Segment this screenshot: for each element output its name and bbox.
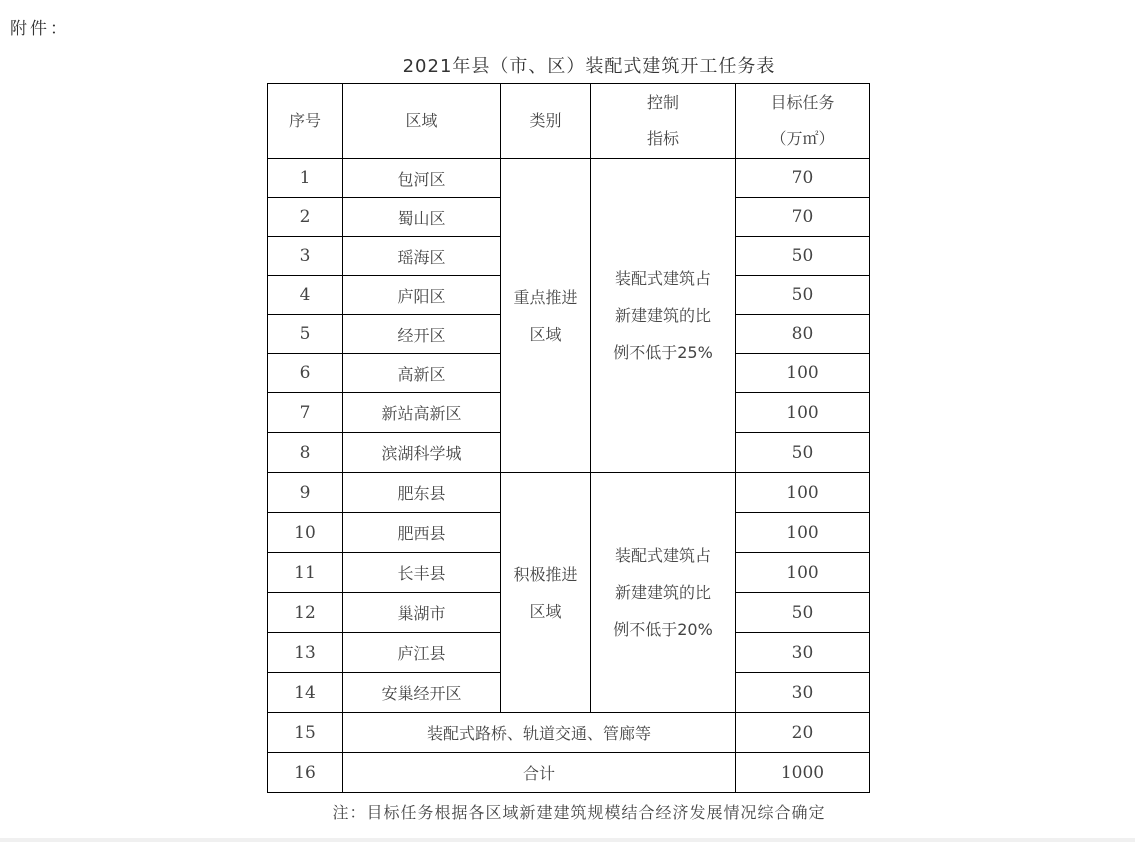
cell-seq: 12 <box>268 593 343 633</box>
cell-region: 巢湖市 <box>343 593 501 633</box>
cell-total-label: 合计 <box>343 753 736 793</box>
header-region: 区域 <box>343 84 501 159</box>
cell-seq: 15 <box>268 713 343 753</box>
control-line1: 装配式建筑占 <box>614 546 711 565</box>
page-bottom-divider <box>0 838 1135 842</box>
table-row <box>268 159 870 198</box>
cell-target: 100 <box>736 473 870 513</box>
cell-target: 50 <box>736 276 870 315</box>
cell-target: 100 <box>736 553 870 593</box>
control-line3: 例不低于25% <box>613 343 713 362</box>
cell-target: 100 <box>736 393 870 433</box>
task-table <box>267 83 870 793</box>
category-line2: 区域 <box>529 324 562 344</box>
cell-category-active <box>501 473 591 713</box>
cell-target: 50 <box>736 433 870 473</box>
cell-seq: 16 <box>268 753 343 793</box>
cell-region: 装配式路桥、轨道交通、管廊等 <box>343 713 736 753</box>
table-row-total <box>268 753 870 793</box>
cell-target: 70 <box>736 159 870 198</box>
cell-control-key <box>591 159 736 473</box>
header-seq: 序号 <box>268 84 343 159</box>
cell-region: 包河区 <box>343 159 501 198</box>
cell-seq: 5 <box>268 315 343 354</box>
header-category: 类别 <box>501 84 591 159</box>
cell-target: 30 <box>736 633 870 673</box>
cell-control-active <box>591 473 736 713</box>
header-control-line2: 指标 <box>646 129 679 148</box>
table-title: 2021年县（市、区）装配式建筑开工任务表 <box>402 56 776 77</box>
cell-seq: 10 <box>268 513 343 553</box>
cell-region: 经开区 <box>343 315 501 354</box>
header-target-line1: 目标任务 <box>770 93 835 112</box>
attachment-label: 附件： <box>10 19 70 39</box>
cell-target: 80 <box>736 315 870 354</box>
cell-region: 肥东县 <box>343 473 501 513</box>
cell-seq: 8 <box>268 433 343 473</box>
header-row <box>268 84 870 159</box>
cell-seq: 14 <box>268 673 343 713</box>
cell-total-value: 1000 <box>736 753 870 793</box>
category-line1: 重点推进 <box>513 287 578 307</box>
cell-region: 庐阳区 <box>343 276 501 315</box>
control-line2: 新建建筑的比 <box>614 306 711 325</box>
cell-region: 高新区 <box>343 354 501 393</box>
control-line3: 例不低于20% <box>613 620 713 639</box>
control-line1: 装配式建筑占 <box>614 269 711 288</box>
category-line1: 积极推进 <box>513 564 578 584</box>
cell-region: 肥西县 <box>343 513 501 553</box>
cell-target: 70 <box>736 198 870 237</box>
cell-region: 庐江县 <box>343 633 501 673</box>
cell-seq: 13 <box>268 633 343 673</box>
table-row <box>268 473 870 513</box>
cell-target: 50 <box>736 593 870 633</box>
header-target-line2: （万㎡） <box>770 129 835 148</box>
cell-category-key <box>501 159 591 473</box>
header-control <box>591 84 736 159</box>
cell-region: 新站高新区 <box>343 393 501 433</box>
header-target <box>736 84 870 159</box>
cell-target: 20 <box>736 713 870 753</box>
header-control-line1: 控制 <box>646 93 679 112</box>
cell-seq: 1 <box>268 159 343 198</box>
cell-seq: 2 <box>268 198 343 237</box>
table-row-infrastructure <box>268 713 870 753</box>
cell-seq: 11 <box>268 553 343 593</box>
cell-region: 长丰县 <box>343 553 501 593</box>
cell-seq: 6 <box>268 354 343 393</box>
cell-seq: 4 <box>268 276 343 315</box>
cell-seq: 9 <box>268 473 343 513</box>
table-note: 注：目标任务根据各区域新建建筑规模结合经济发展情况综合确定 <box>332 803 826 822</box>
cell-target: 100 <box>736 354 870 393</box>
cell-target: 50 <box>736 237 870 276</box>
cell-region: 滨湖科学城 <box>343 433 501 473</box>
cell-region: 安巢经开区 <box>343 673 501 713</box>
cell-seq: 7 <box>268 393 343 433</box>
cell-region: 蜀山区 <box>343 198 501 237</box>
cell-seq: 3 <box>268 237 343 276</box>
cell-target: 100 <box>736 513 870 553</box>
category-line2: 区域 <box>529 601 562 621</box>
cell-target: 30 <box>736 673 870 713</box>
control-line2: 新建建筑的比 <box>614 583 711 602</box>
cell-region: 瑶海区 <box>343 237 501 276</box>
